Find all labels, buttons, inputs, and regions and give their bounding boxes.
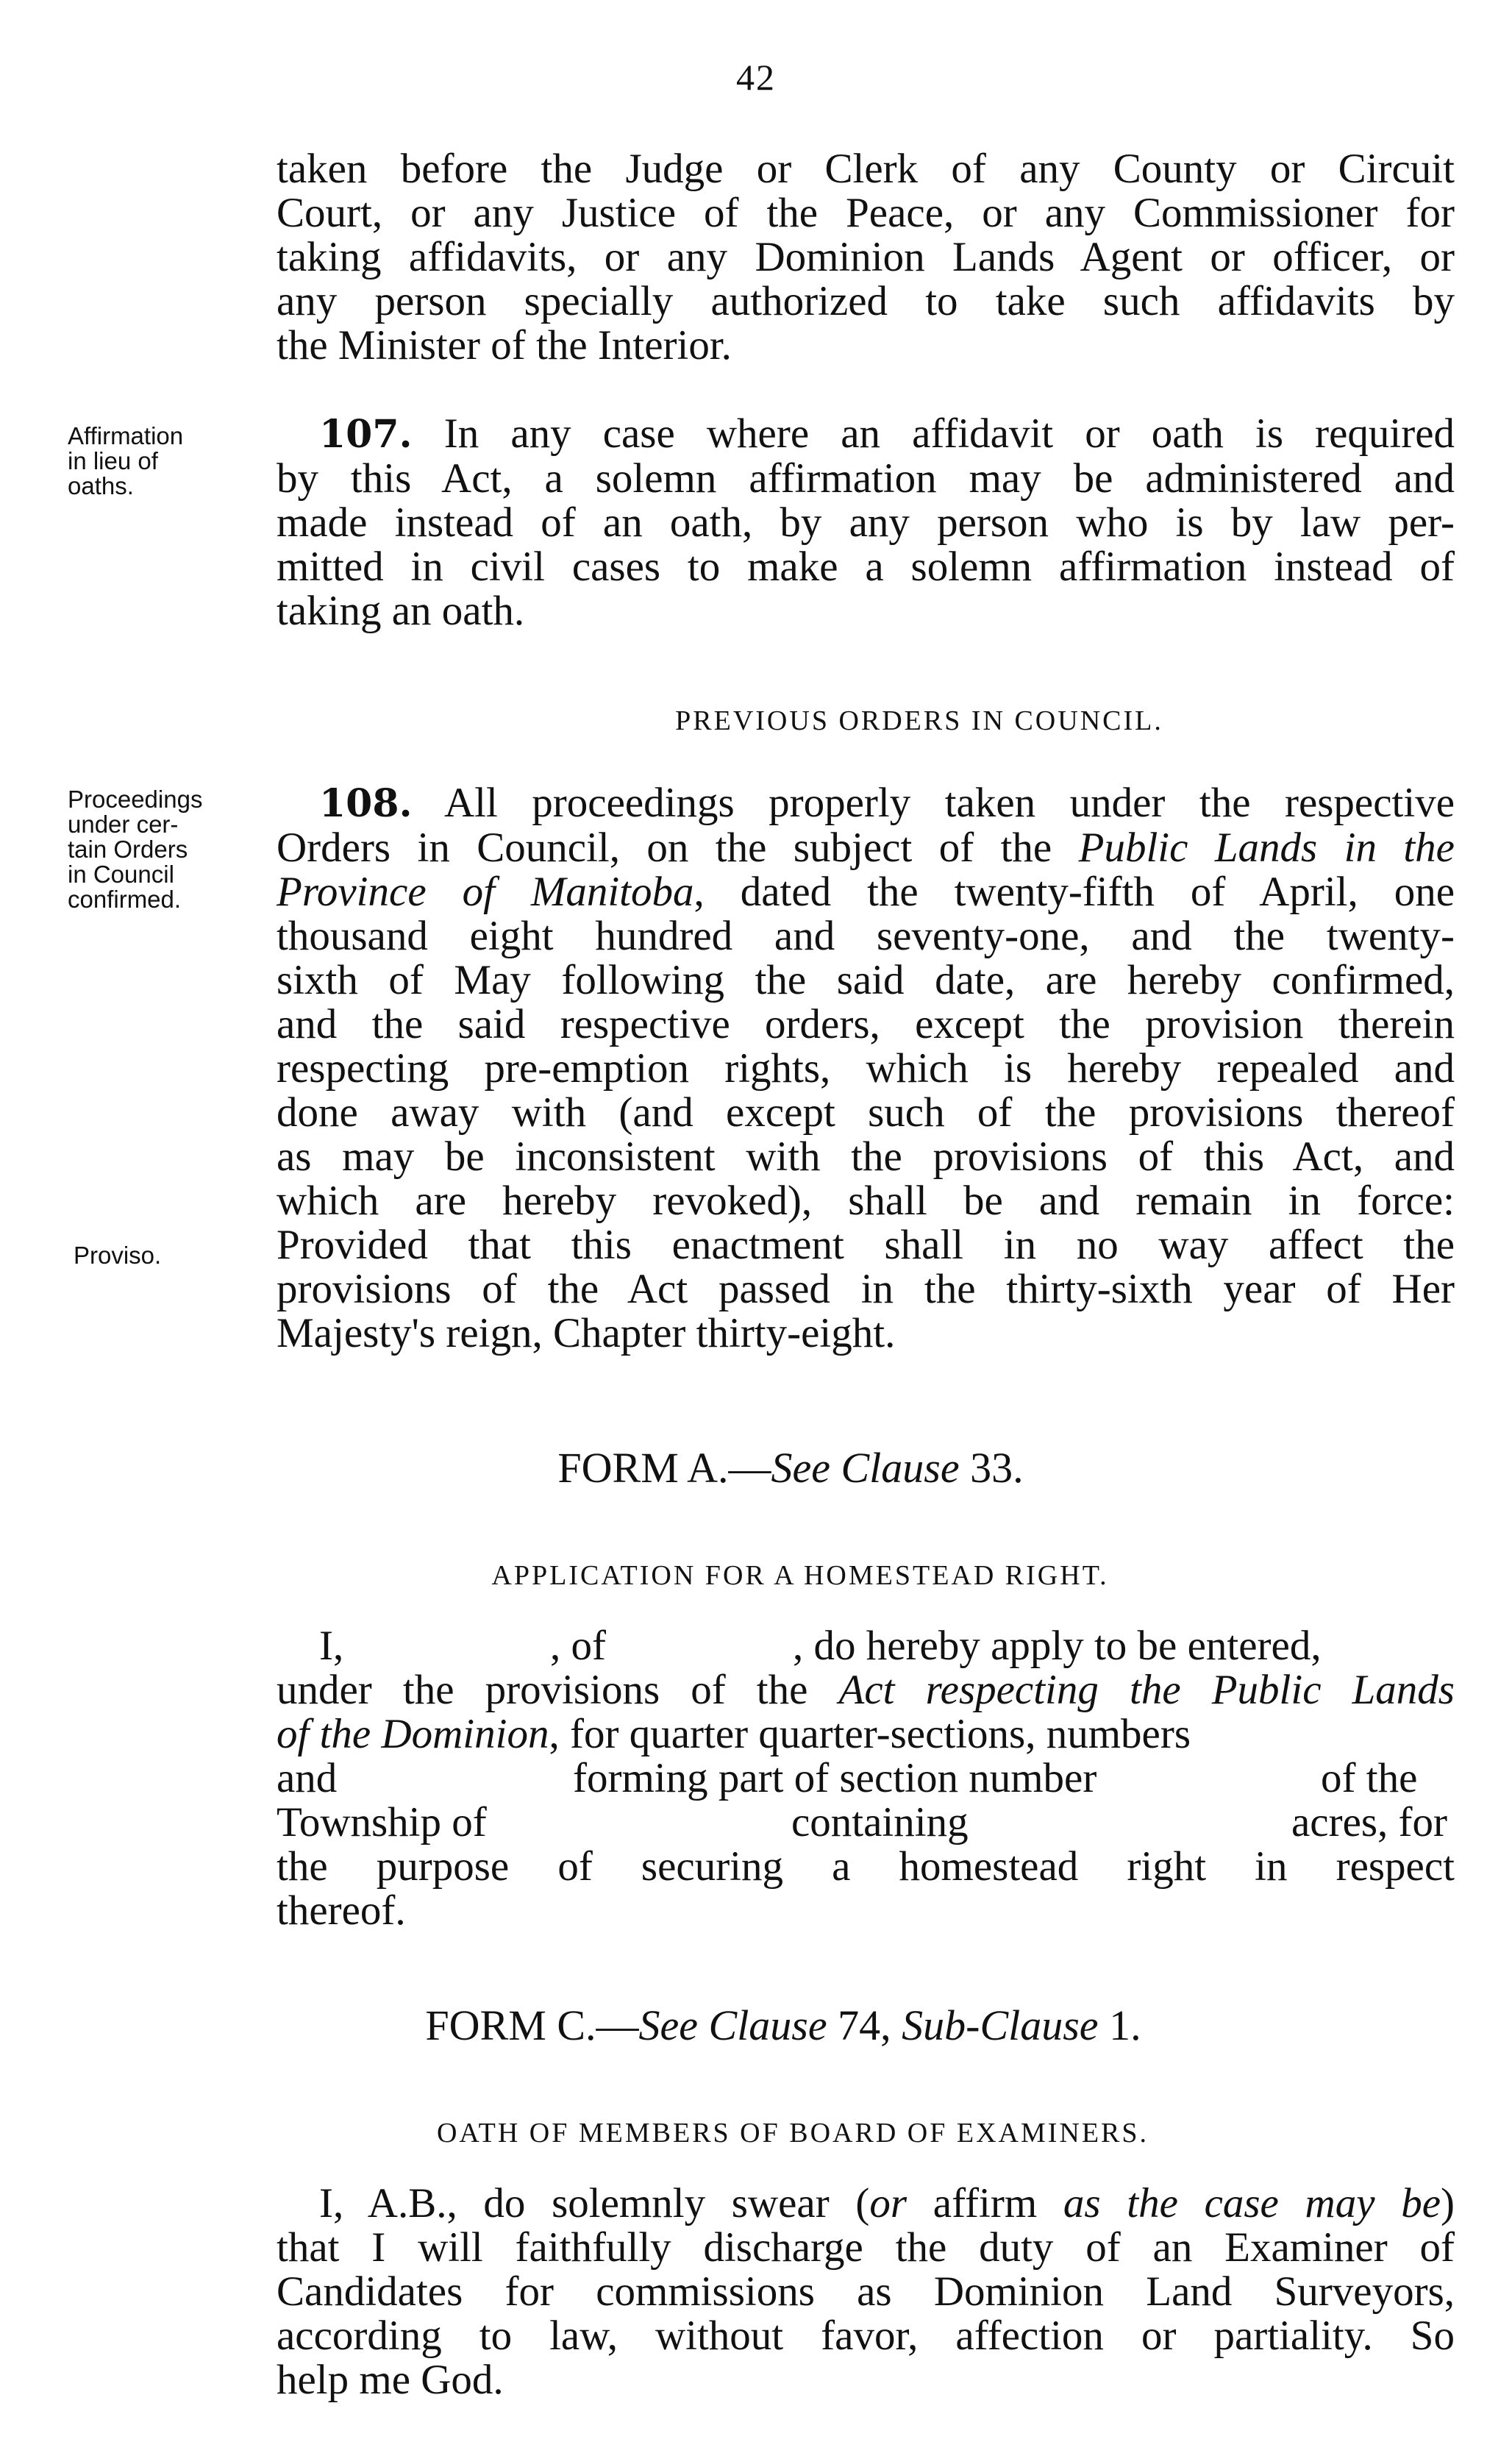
text-span: containing: [791, 1799, 969, 1845]
text-span: In any case where an affidavit or oath is required: [443, 410, 1455, 457]
text-line: by this Act, a solemn affirmation may be administered and: [277, 455, 1455, 502]
text-line: [277, 870, 1455, 914]
text-line: Candidates for commissions as Dominion Land Surveyors,: [277, 2268, 1455, 2315]
text-span: , do hereby apply to be entered,: [793, 1623, 1322, 1669]
margin-note-line: Affirmation: [68, 422, 184, 449]
text-line: and the said respective orders, except the provision therein: [277, 1001, 1455, 1047]
text-span: , dated the twenty-fifth of April, one: [693, 869, 1455, 915]
text-line: [277, 2182, 1455, 2226]
text-span: acres, for: [1291, 1799, 1448, 1845]
form-c-subtitle: OATH OF MEMBERS OF BOARD OF EXAMINERS.: [436, 2118, 1149, 2149]
form-c-title-part: 1.: [1098, 2001, 1141, 2049]
text-line: the Minister of the Interior.: [277, 322, 732, 369]
text-line: thereof.: [277, 1887, 406, 1934]
text-span: Orders in Council, on the subject of the: [277, 825, 1079, 871]
italic-span: of the Dominion: [277, 1711, 549, 1757]
form-a-body: [277, 1668, 1455, 1756]
text-line: that I will faithfully discharge the duty of an Examiner of: [277, 2224, 1455, 2271]
text-line: made instead of an oath, by any person who is by law per-: [277, 499, 1455, 546]
text-line: taken before the Judge or Clerk of any County or Circuit: [277, 146, 1455, 192]
text-line: provisions of the Act passed in the thirty-sixth year of Her: [277, 1266, 1455, 1312]
section-number: 108.: [319, 781, 413, 826]
margin-note-line: Proceedings: [68, 786, 203, 813]
form-a-title-italic: See Clause: [771, 1444, 960, 1492]
text-span: I, A.B., do solemnly swear (: [319, 2180, 870, 2226]
section-108: [277, 781, 1455, 1356]
text-line: taking an oath.: [277, 588, 525, 634]
form-c-title-italic: See Clause: [638, 2001, 827, 2049]
text-line: as may be inconsistent with the provisions of this Act, and: [277, 1133, 1455, 1180]
margin-note-line: under cer-: [68, 811, 179, 838]
margin-note-line: in Council: [68, 861, 174, 888]
form-a-title-part: 33.: [959, 1444, 1024, 1492]
form-a-subtitle: APPLICATION FOR A HOMESTEAD RIGHT.: [491, 1560, 1109, 1591]
form-c-title: [0, 2001, 1512, 2050]
text-line: Court, or any Justice of the Peace, or any Commissioner for: [277, 190, 1455, 236]
text-line: done away with (and except such of the provisions thereof: [277, 1089, 1455, 1136]
italic-span: as the case may be: [1063, 2180, 1441, 2226]
text-line: [277, 781, 1455, 826]
italic-span: or: [869, 2180, 907, 2226]
italic-span: Province of Manitoba: [277, 869, 694, 915]
text-line: which are hereby revoked), shall be and remain in force:: [277, 1178, 1455, 1224]
text-span: under the provisions of the: [277, 1667, 839, 1713]
text-line: Majesty's reign, Chapter thirty-eight.: [277, 1310, 896, 1356]
text-line: according to law, without favor, affection or partiality. So: [277, 2313, 1455, 2359]
section-number: 107.: [319, 412, 413, 457]
form-c-title-part: FORM C.—: [425, 2001, 639, 2049]
section-107: [277, 412, 1455, 633]
margin-note-proviso: Proviso.: [74, 1242, 162, 1269]
margin-note-affirmation: [68, 424, 266, 499]
text-line: taking affidavits, or any Dominion Lands Agent or officer, or: [277, 234, 1455, 280]
margin-note-line: tain Orders: [68, 836, 188, 863]
margin-note-line: confirmed.: [68, 886, 182, 913]
text-line: [277, 1668, 1455, 1712]
form-a-title-part: FORM A.—: [557, 1444, 771, 1492]
text-line: sixth of May following the said date, are hereby confirmed,: [277, 957, 1455, 1003]
text-span: ): [1441, 2180, 1455, 2226]
italic-span: Act respecting the Public Lands: [838, 1667, 1455, 1713]
text-span: Township of: [277, 1799, 487, 1845]
previous-orders-heading: PREVIOUS ORDERS IN COUNCIL.: [675, 705, 1163, 736]
text-line: help me God.: [277, 2357, 504, 2403]
text-line: [277, 826, 1455, 870]
form-c-title-part: 74,: [827, 2001, 902, 2049]
text-line: the purpose of securing a homestead right in respect: [277, 1843, 1455, 1890]
text-span: I,: [319, 1623, 344, 1669]
form-c-title-italic: Sub-Clause: [902, 2001, 1099, 2049]
italic-span: Public Lands in the: [1078, 825, 1455, 871]
text-span: All proceedings properly taken under the respective: [443, 780, 1455, 826]
text-span: , of: [550, 1623, 606, 1669]
form-c-body: [277, 2182, 1455, 2402]
text-line: [277, 1712, 1455, 1756]
margin-note-line: in lieu of: [68, 447, 158, 474]
margin-note-proceedings: [68, 787, 266, 912]
text-span: forming part of section number: [573, 1755, 1097, 1801]
text-line: thousand eight hundred and seventy-one, and the twenty-: [277, 913, 1455, 959]
text-line: Provided that this enactment shall in no way affect the: [277, 1222, 1455, 1268]
text-line: [277, 412, 1455, 457]
continuation-paragraph: [277, 147, 1455, 368]
text-line: mitted in civil cases to make a solemn affirmation instead of: [277, 544, 1455, 590]
form-a-title: [0, 1443, 1512, 1492]
text-line: any person specially authorized to take such affidavits by: [277, 278, 1455, 324]
text-line: respecting pre-emption rights, which is hereby repealed and: [277, 1045, 1455, 1092]
text-span: and: [277, 1755, 338, 1801]
text-span: affirm: [907, 2180, 1063, 2226]
page-number: 42: [736, 57, 776, 98]
text-span: of the: [1321, 1755, 1418, 1801]
form-a-body-end: [277, 1845, 1455, 1933]
text-span: , for quarter quarter-sections, numbers: [549, 1711, 1191, 1757]
margin-note-line: oaths.: [68, 472, 134, 499]
